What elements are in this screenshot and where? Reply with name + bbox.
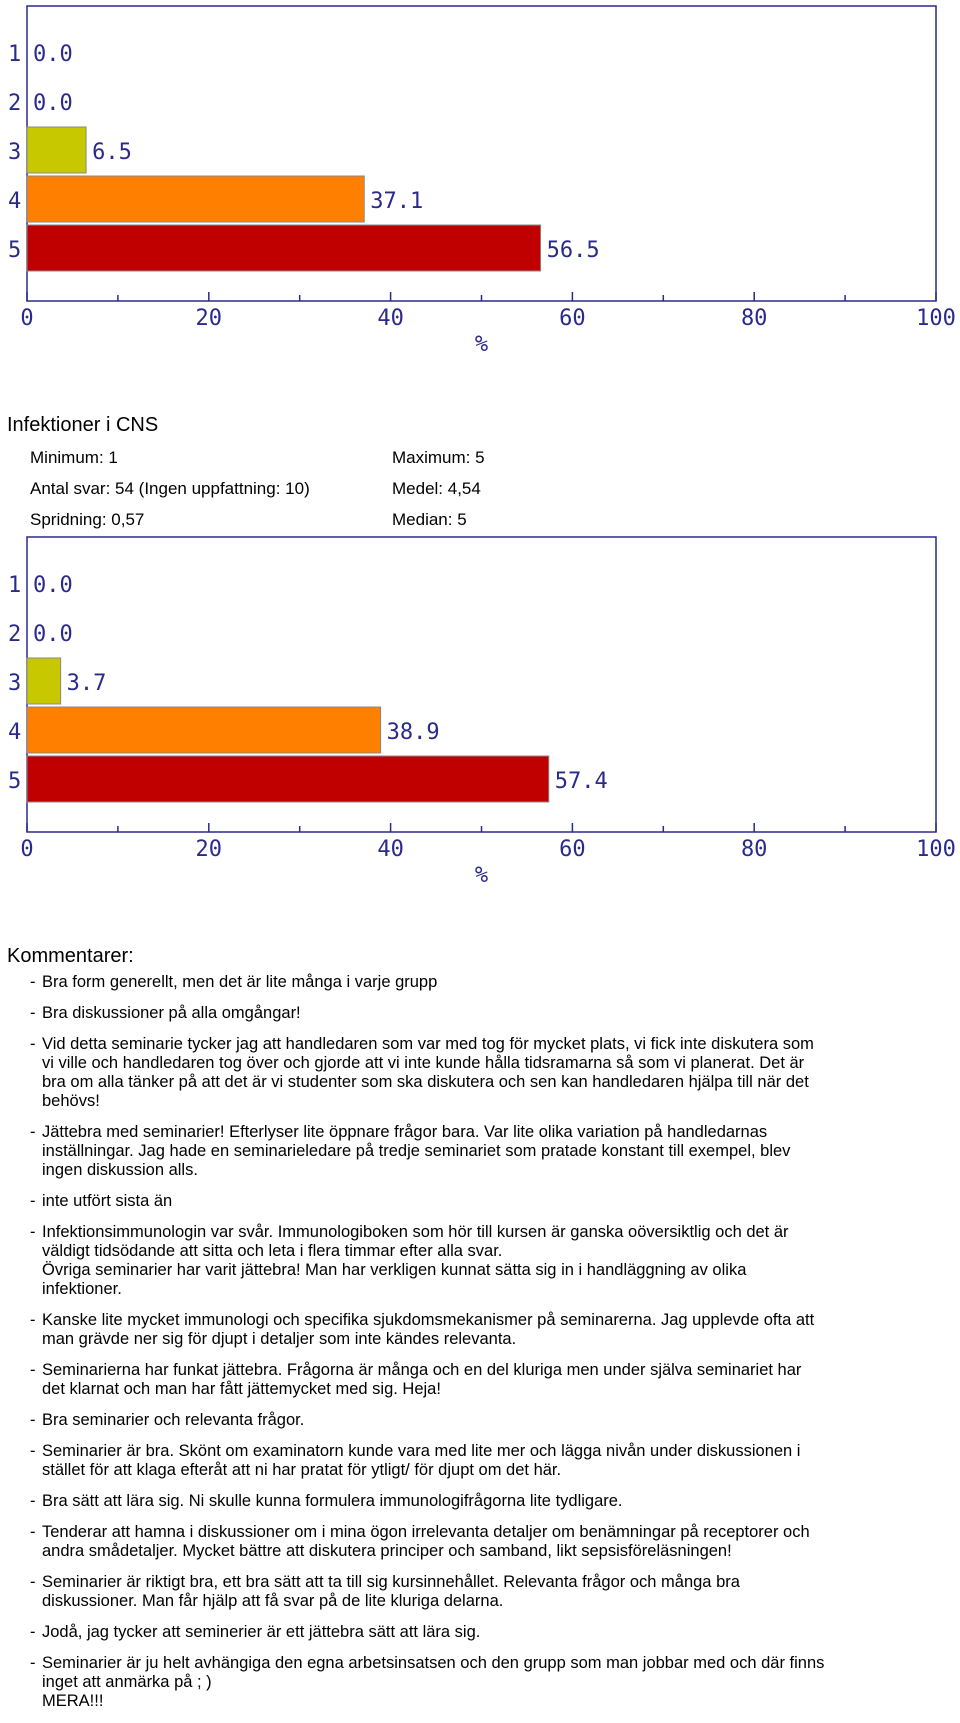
comment-item: [30, 1004, 945, 1023]
value-label: 56.5: [546, 238, 600, 263]
x-axis-label: %: [474, 863, 489, 887]
x-tick-label: 20: [195, 837, 223, 862]
comment-line: Jodå, jag tycker att seminerier är ett jättebra sätt att lära sig.: [42, 1623, 481, 1641]
category-label: 3: [8, 671, 22, 696]
comment-bullet: -: [30, 973, 36, 991]
x-axis-label: %: [474, 332, 489, 356]
value-label: 0.0: [33, 91, 73, 116]
comment-item: [30, 1623, 945, 1642]
x-tick-label: 0: [20, 837, 34, 862]
comment-line: andra smådetaljer. Mycket bättre att diskutera principer och samband, likt sepsisföreläsningen!: [42, 1542, 732, 1560]
comment-line: Jättebra med seminarier! Efterlyser lite öppnare frågor bara. Var lite olika variation på handledarnas: [42, 1123, 768, 1141]
comment-line: Seminarier är ju helt avhängiga den egna arbetsinsatsen och den grupp som man jobbar med och där finns: [42, 1654, 825, 1672]
comment-line: infektioner.: [42, 1280, 122, 1298]
comment-item: [30, 1192, 945, 1211]
comment-line: Bra diskussioner på alla omgångar!: [42, 1004, 301, 1022]
x-tick-label: 60: [559, 837, 586, 862]
comment-line: Seminarier är bra. Skönt om examinatorn kunde vara med lite mer och lägga nivån under diskussionen i: [42, 1442, 801, 1460]
stat-medel: Medel: 4,54: [392, 479, 481, 498]
comment-line: bra om alla tänker på att det är vi studenter som ska diskutera och sen kan handledaren hjälpa till när det: [42, 1073, 809, 1091]
stat-median: Median: 5: [392, 510, 467, 529]
x-tick-label: 20: [195, 306, 223, 331]
comment-line: Infektionsimmunologin var svår. Immunologiboken som hör till kursen är ganska oöversiktlig och det är: [42, 1223, 789, 1241]
comment-item: [30, 1123, 945, 1180]
x-tick-label: 60: [559, 306, 586, 331]
value-label: 0.0: [33, 573, 73, 598]
category-label: 4: [8, 720, 22, 745]
comment-bullet: -: [30, 1192, 36, 1210]
comments-title: Kommentarer:: [7, 945, 134, 967]
x-tick-label: 80: [740, 306, 768, 331]
bar-5: [27, 756, 549, 802]
comment-line: Vid detta seminarie tycker jag att handledaren som var med tog för mycket plats, vi fick inte diskutera som: [42, 1035, 814, 1053]
value-label: 37.1: [370, 189, 424, 214]
comment-bullet: -: [30, 1035, 36, 1053]
comment-line: Bra sätt att lära sig. Ni skulle kunna formulera immunologifrågorna lite tydligare.: [42, 1492, 623, 1510]
comment-line: det klarnat och man har fått jättemycket med sig. Heja!: [42, 1380, 441, 1398]
comment-bullet: -: [30, 1223, 36, 1241]
comment-bullet: -: [30, 1411, 36, 1429]
comment-item: [30, 1361, 945, 1399]
comment-item: [30, 1523, 945, 1561]
category-label: 2: [8, 622, 22, 647]
comment-line: stället för att klaga efteråt att ni har pratat för ytligt/ för djupt om det här.: [42, 1461, 562, 1479]
comment-item: [30, 1442, 945, 1480]
stat-maximum: Maximum: 5: [392, 448, 485, 467]
bar-chart-1: [0, 0, 960, 356]
comment-bullet: -: [30, 1004, 36, 1022]
comment-bullet: -: [30, 1654, 36, 1672]
comment-bullet: -: [30, 1492, 36, 1510]
comment-bullet: -: [30, 1523, 36, 1541]
stat-antal: Antal svar: 54 (Ingen uppfattning: 10): [30, 479, 310, 498]
comment-line: vi ville och handledaren tog över och gjorde att vi inte kunde hålla tidsramarna så som vi planerat. Det är: [42, 1054, 805, 1072]
comment-line: inställningar. Jag hade en seminarieledare på tredje seminariet som pratade konstant till exempel, blev: [42, 1142, 791, 1160]
bar-3: [27, 127, 86, 173]
comment-line: Övriga seminarier har varit jättebra! Man har verkligen kunnat sätta sig in i handläggning av olika: [42, 1261, 747, 1279]
stat-minimum: Minimum: 1: [30, 448, 118, 467]
category-label: 2: [8, 91, 22, 116]
bar-5: [27, 225, 541, 271]
comment-line: man grävde ner sig för djupt i detaljer som inte kändes relevanta.: [42, 1330, 517, 1348]
x-tick-label: 40: [377, 306, 404, 331]
value-label: 38.9: [386, 720, 440, 745]
comment-item: [30, 1573, 945, 1611]
bar-4: [27, 176, 364, 222]
value-label: 0.0: [33, 42, 73, 67]
category-label: 5: [8, 238, 22, 263]
comment-line: behövs!: [42, 1092, 100, 1110]
comment-item: [30, 1492, 945, 1511]
value-label: 57.4: [554, 769, 608, 794]
chart-1: [0, 0, 960, 356]
comment-item: [30, 1311, 945, 1349]
comment-bullet: -: [30, 1361, 36, 1379]
comment-line: Tenderar att hamna i diskussioner om i mina ögon irrelevanta detaljer om benämningar på receptorer och: [42, 1523, 810, 1541]
x-tick-label: 100: [916, 837, 956, 862]
chart-2: [0, 527, 960, 887]
value-label: 0.0: [33, 622, 73, 647]
comment-line: Seminarierna har funkat jättebra. Frågorna är många och en del kluriga men under själva seminariet har: [42, 1361, 802, 1379]
x-tick-label: 40: [377, 837, 404, 862]
comments-list: [30, 973, 945, 1723]
value-label: 6.5: [92, 140, 132, 165]
comment-item: [30, 1223, 945, 1299]
category-label: 4: [8, 189, 22, 214]
comment-bullet: -: [30, 1573, 36, 1591]
comment-bullet: -: [30, 1123, 36, 1141]
bar-chart-2: [0, 527, 960, 887]
comment-line: Seminarier är riktigt bra, ett bra sätt att ta till sig kursinnehållet. Relevanta frågor och många bra: [42, 1573, 740, 1591]
comment-line: Kanske lite mycket immunologi och specifika sjukdomsmekanismer på seminarerna. Jag upplevde ofta att: [42, 1311, 815, 1329]
comment-item: [30, 1035, 945, 1111]
category-label: 1: [8, 42, 22, 67]
x-tick-label: 80: [740, 837, 768, 862]
bar-4: [27, 707, 381, 753]
comment-line: väldigt tidsödande att sitta och leta i flera timmar efter alla svar.: [42, 1242, 503, 1260]
comment-line: diskussioner. Man får hjälp att få svar på de lite kluriga delarna.: [42, 1592, 504, 1610]
comment-item: [30, 1654, 945, 1711]
section-title: Infektioner i CNS: [7, 414, 159, 436]
comment-line: MERA!!!: [42, 1692, 104, 1710]
comment-bullet: -: [30, 1623, 36, 1641]
category-label: 3: [8, 140, 22, 165]
category-label: 5: [8, 769, 22, 794]
comment-item: [30, 1411, 945, 1430]
bar-3: [27, 658, 61, 704]
comment-line: inte utfört sista än: [42, 1192, 173, 1210]
comment-line: Bra form generellt, men det är lite många i varje grupp: [42, 973, 438, 991]
stat-spridning: Spridning: 0,57: [30, 510, 145, 529]
comment-line: ingen diskussion alls.: [42, 1161, 198, 1179]
comment-line: inget att anmärka på ; ): [42, 1673, 212, 1691]
x-tick-label: 0: [20, 306, 34, 331]
x-tick-label: 100: [916, 306, 956, 331]
value-label: 3.7: [66, 671, 107, 696]
comment-bullet: -: [30, 1311, 36, 1329]
comment-item: [30, 973, 945, 992]
comment-bullet: -: [30, 1442, 36, 1460]
comment-line: Bra seminarier och relevanta frågor.: [42, 1411, 305, 1429]
category-label: 1: [8, 573, 22, 598]
